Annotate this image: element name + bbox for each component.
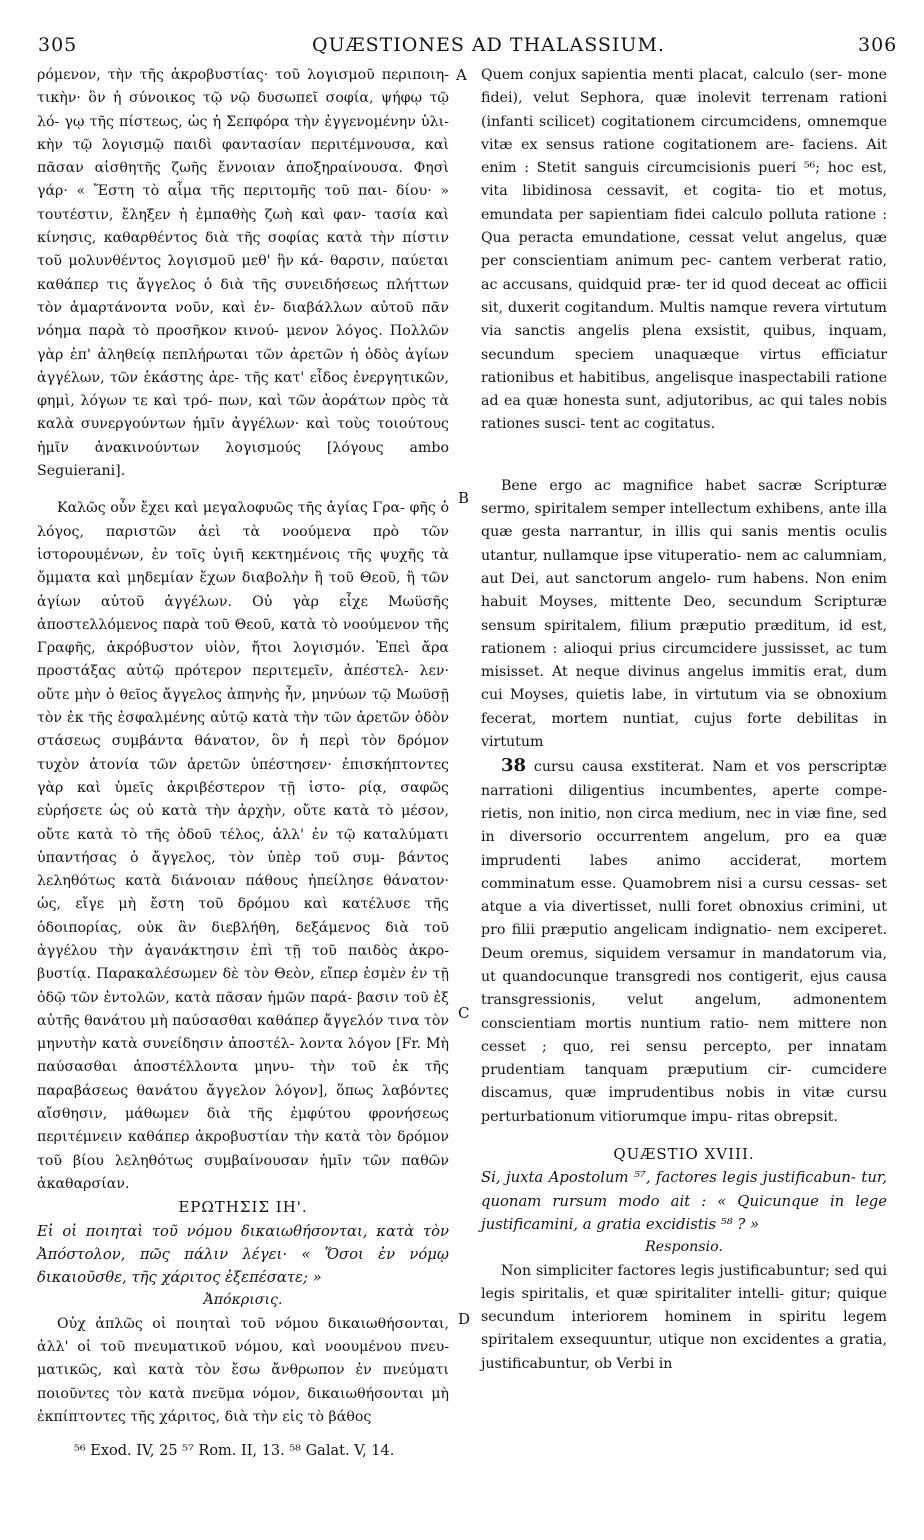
greek-paragraph-3: Οὐχ ἁπλῶς οἱ ποιηταὶ τοῦ νόμου δικαιωθήσονται, ἀλλ' οἱ τοῦ πνευματικοῦ νόμου, καὶ νοουμένου πνευ- ματικῶς, καὶ κατὰ τὸν ἔσω ἄνθρωπον ἐν πνεύματι ποιοῦντες τὸν κατὰ πνεῦμα νόμον, δικαιωθήσονται μὴ ἐκπίπτοντες τῆς χάριτος, διὰ τὴν εἰς τὸ βάθος (37, 1315, 449, 1425)
page-number-left: 305 (38, 34, 78, 56)
greek-paragraph-1: ρόμενον, τὴν τῆς ἀκροβυστίας· τοῦ λογισμοῦ περιποιη- τικὴν· ὃν ἡ σύνοικος τῷ νῷ δυσωπεῖ σοφία, ψήφῳ τῷ λό- γῳ τῆς πίστεως, ὡς ἡ Σεπφόρα τὴν ἐγγενομένην ὑλι- κὴν τῷ λογισμῷ παιδὶ φαντασίαν περιτέμνουσα, καὶ πᾶσαν αἰσθητῆς ζωῆς ἔννοιαν ἀποξηραίνουσα. Φησὶ γάρ· « Ἔστη τὸ αἷμα τῆς περιτομῆς τοῦ παι- δίου· » τουτέστιν, ἔληξεν ἡ ἐμπαθὴς ζωὴ καὶ φαν- τασία καὶ κίνησις, καθαρθέντος διὰ τῆς σοφίας κατὰ τὴν πίστιν τοῦ μολυνθέντος λογισμοῦ μεθ' ἣν κά- θαρσιν, παύεται καθάπερ τις ἄγγελος ὁ διὰ τῆς συνειδήσεως πλήττων τὸν ἁμαρτάνοντα νοῦν, καὶ ἐν- διαβάλλων αὐτοῦ πᾶν νόημα παρὰ τὸ προσῆκον κινού- μενον λόγος. Πολλῶν γὰρ ἐπ' ἀληθείᾳ πεπλήρωται τῶν ἀρετῶν ἡ ὁδὸς ἁγίων ἀγγέλων, τῶν ἑκάστης ἀρε- τῆς κατ' εἶδος ἐνεργητικῶν, φημὶ, λόγων τε καὶ τρό- πων, καὶ τῶν ἀοράτων πρὸς τὰ καλὰ συνεργούντων ἡμῖν ἀγγέλων· καὶ τοὺς τοιούτους ἡμῖν ἀνακινούντων λογισμούς [λόγους ambo Seguierani]. (37, 67, 449, 480)
footnotes: ⁵⁶ Exod. IV, 25 ⁵⁷ Rom. II, 13. ⁵⁸ Galat. V, 14. (74, 1443, 395, 1459)
latin-paragraph-2-part-a: Bene ergo ac magnifice habet sacræ Scripturæ sermo, spiritalem semper intellectum exhibens, ante illa quæ gesta narrantur, in illis qui sanis mentis oculis utantur, nullamque ipse vituperatio- nem ac calumniam, aut Dei, aut sanctorum angelo- rum habens. Non enim habuit Moyses, mittente Deo, secundum Scripturæ sensum spiritalem, filium præputio præditum, id est, rationem : alioqui prius circumcidere jussisset, ac tum misisset. At neque divinus angelus immitis erat, dum cui Moyses, quietis labe, in virtutum via se obnoxium fecerat, mortem nuntiat, cujus forte debilitas in virtutum (481, 477, 887, 751)
latin-question-title: QUÆSTIO XVIII. (613, 1145, 755, 1164)
latin-question-text: Si, juxta Apostolum ⁵⁷, factores legis justificabun- tur, quonam rursum modo ait : « Quicunque in lege justificamini, a gratia excidistis ⁵⁸ ? » (481, 1169, 887, 1233)
latin-paragraph-2 (481, 475, 887, 1129)
latin-paragraph-2-part-b: cursu causa exstiterat. Nam et vos perscriptæ narrationi diligentius incumbentes, aperte compe- rietis, non initio, non circa medium, nec in viæ fine, sed in diversorio occurrentem angelum, pro ea quæ imprudenti labes animo acciderat, mortem comminatum esse. Quamobrem nisi a cursu cessas- set atque a via divertisset, nulli foret obnoxius crimini, ut pro filii præputio angelicam indignatio- nem exciperet. Deum oremus, siquidem versamur in mandatorum via, ut quandocunque transgredi nos contigerit, ejus causa transgressionis, velut angelum, admonentem conscientiam mortis nuntium ratio- nem mittere non cesset ; quo, rei sensu percepto, per innatam prudentiam tanquam præputium cir- cumcidere discamus, quæ imprudentibus nobis in vitæ cursu perturbationum vitiorumque impu- ritas obrepsit. (481, 759, 888, 1125)
greek-response-heading: Ἀπόκρισις. (203, 1292, 283, 1309)
greek-paragraph-2: Καλῶς οὖν ἔχει καὶ μεγαλοφυῶς τῆς ἁγίας Γρα- φῆς ὁ λόγος, παριστῶν ἀεὶ τὰ νοούμενα πρὸ τῶν ἱστορουμένων, ἐν τοῖς ὑγιῆ κεκτημένοις τῆς ψυχῆς τὰ ὄμματα καὶ μηδεμίαν ἔχων διαβολὴν ἢ τοῦ Θεοῦ, ἢ τῶν ἁγίων αὐτοῦ ἀγγέλων. Οὐ γὰρ εἶχε Μωϋσῆς ἀποστελλόμενος παρὰ τοῦ Θεοῦ, κατὰ τὸ νοούμενον τῆς Γραφῆς, ἀκρόβυστον υἱὸν, ἤτοι λογισμόν. Ἐπεὶ ἄρα προστάξας αὐτῷ πρότερον περιτεμεῖν, ἀπέστελ- λεν· οὔτε μὴν ὁ θεῖος ἄγγελος ἀπηνὴς ἦν, μηνύων τῷ Μωϋσῇ τὸν ἐκ τῆς ἐσφαλμένης αὐτῷ κατὰ τὴν τῶν ἀρετῶν ὁδὸν στάσεως συμβάντα θάνατον, ὃν ἡ περὶ τὸν δρόμον τυχὸν ἀτονία τῶν ἀρετῶν ὑπέστησεν· ἐπισκήπτοντες γὰρ καὶ ὑμεῖς ἀκριβέστερον τῇ ἱστο- ρίᾳ, σαφῶς εὑρήσετε ὡς οὐ κατὰ τὴν ἀρχὴν, οὔτε κατὰ τὸ μέσον, οὔτε κατὰ τὸ τῆς ὁδοῦ τέλος, ἀλλ' ἐν τῷ καταλύματι ὑπαντήσας ὁ ἄγγελος, τὸν ὑπὲρ τοῦ συμ- βάντος λεληθότως κατὰ διάνοιαν πάθους ἠπείλησε θάνατον· ὡς, εἴγε μὴ ἔστη τοῦ δρόμου καὶ κατέλυσε τῆς ὁδοιπορίας, οὐκ ἂν διεβλήθη, δεξάμενος διὰ τοῦ ἀγγέλου τὴν ἀγανάκτησιν ἐπὶ τῇ τοῦ παιδὸς ἀκρο- βυστίᾳ. Παρακαλέσωμεν δὲ τὸν Θεὸν, εἴπερ ἐσμὲν ἐν τῇ ὁδῷ τῶν ἐντολῶν, κατὰ πᾶσαν ἡμῶν παρά- βασιν τοῦ ἐξ αὐτῆς θανάτου μὴ παύσασθαι καθάπερ ἄγγελόν τινα τὸν μηνυτὴν κατὰ συνείδησιν ἀποστέλ- λοντα λόγον [Fr. Μὴ παύσασθαι ἀποστέλλοντα μηνυ- τὴν τοῦ ἐκ τῆς παραβάσεως θανάτου ἄγγελον λόγον], ὅπως λαβόντες αἴσθησιν, μάθωμεν διὰ τῆς ἐμφύτου φρονήσεως περιτέμνειν καθάπερ ἀκροβυστίαν τὴν κατὰ τὸν δρόμον τοῦ βίου λεληθότως συμβαίνουσαν ἡμῖν τῶν παθῶν ἀκαθαρσίαν. (37, 500, 449, 1192)
margin-letter-d: D (458, 1310, 471, 1328)
margin-letter-c: C (458, 1004, 470, 1022)
margin-letter-a: A (456, 66, 467, 84)
latin-response-heading: Responsio. (645, 1239, 723, 1256)
greek-question-title: ΕΡΩΤΗΣΙΣ ΙΗ'. (178, 1198, 308, 1217)
latin-column (481, 64, 887, 1376)
column-number: 38 (501, 755, 527, 777)
latin-paragraph-1: Quem conjux sapientia menti placat, calculo (ser- mone fidei), velut Sephora, quæ inolevit terrenam rationi (infanti scilicet) cogitationem circumcidens, omnemque vitæ ex sensus ratione cogitationem are- faciens. Ait enim : Stetit sanguis circumcisionis pueri ⁵⁶; hoc est, vita libidinosa cessavit, et cogita- tio et motus, emundata per sapientiam fidei calculo polluta ratione : Qua peracta emundatione, cessat velut angelus, quæ per conscientiam animum pec- cantem verberat ratio, ac accusans, quidquid præ- ter id quod deceat ac officii sit, duxerit cogitandum. Multis namque revera virtutum via sanctis angelis plena exsistit, quibus, inquam, secundum speciem unaquæque virtus efficiatur rationibus et habitibus, angelisque inaspectabili ratione ad ea quæ honesta sunt, adjutoribus, ac qui tales nobis rationes susci- tent ac cogitatus. (481, 67, 887, 433)
running-title: QUÆSTIONES AD THALASSIUM. (312, 34, 665, 56)
greek-column (37, 64, 449, 1429)
latin-paragraph-3: Non simpliciter factores legis justificabuntur; sed qui legis spiritalis, et quæ spiritaliter intelli- gitur; quique secundum interiorem hominem in spiritu legem spiritalem exsequuntur, utique non excidentes a gratia, justificabuntur, ob Verbi in (481, 1262, 887, 1372)
greek-question-text: Εἰ οἱ ποιηταὶ τοῦ νόμου δικαιωθήσονται, κατὰ τὸν Ἀπόστολον, πῶς πάλιν λέγει· « Ὅσοι ἐν νόμῳ δικαιοῦσθε, τῆς χάριτος ἐξεπέσατε; » (37, 1222, 449, 1287)
page-number-right: 306 (858, 34, 898, 56)
margin-letter-b: B (458, 489, 470, 507)
